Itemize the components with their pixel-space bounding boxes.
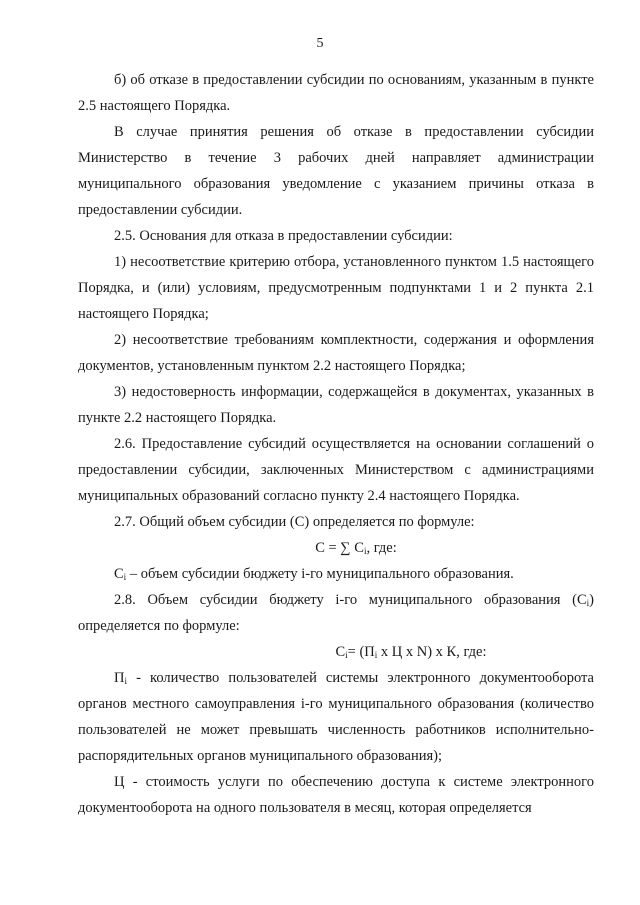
paragraph: В случае принятия решения об отказе в предоставлении субсидии Министерство в течение 3 рабочих дней направляет администрации муниципального образования уведомление с указанием причины отказа в предоставлении субсидии.	[78, 124, 594, 218]
paragraph: 2.5. Основания для отказа в предоставлении субсидии:	[114, 228, 453, 244]
page-number: 5	[316, 36, 324, 51]
pi-definition: $П_i$ - количество пользователей системы электронного документооборота органов местного самоуправления i-го муниципального образования (количество пользователей не может превышать численность работников исполнительно-распорядительных органов муниципального образования);	[78, 670, 594, 764]
paragraph: 2.7. Общий объем субсидии (С) определяется по формуле:	[114, 514, 475, 530]
paragraph: 2.6. Предоставление субсидий осуществляется на основании соглашений о предоставлении субсидии, заключенных Министерством с администрациями муниципальных образований согласно пункту 2.4 настоящего Порядка.	[78, 436, 594, 504]
paragraph-2-8: 2.8. Объем субсидии бюджету i-го муниципального образования $(С_i)$ определяется по формуле:	[78, 592, 594, 634]
paragraph: 2) несоответствие требованиям комплектности, содержания и оформления документов, установленным пунктом 2.2 настоящего Порядка;	[78, 332, 594, 374]
ci-definition: $С_i$ – объем субсидии бюджету i-го муниципального образования.	[114, 566, 514, 582]
formula-municipal-subsidy: $С_i= (П_i$ x Ц x N) x К, где:	[335, 644, 487, 660]
document-body	[78, 67, 594, 821]
paragraph: б) об отказе в предоставлении субсидии по основаниям, указанным в пункте 2.5 настоящего Порядка.	[78, 72, 594, 114]
c-definition: Ц - стоимость услуги по обеспечению доступа к системе электронного документооборота на одного пользователя в месяц, которая определяется	[78, 774, 594, 816]
formula-total-subsidy: С = ∑ $С_i$, где:	[315, 540, 397, 556]
paragraph: 3) недостоверность информации, содержащейся в документах, указанных в пункте 2.2 настоящего Порядка.	[78, 384, 594, 426]
paragraph: 1) несоответствие критерию отбора, установленного пунктом 1.5 настоящего Порядка, и (или) условиям, предусмотренным подпунктами 1 и 2 пункта 2.1 настоящего Порядка;	[78, 254, 594, 322]
